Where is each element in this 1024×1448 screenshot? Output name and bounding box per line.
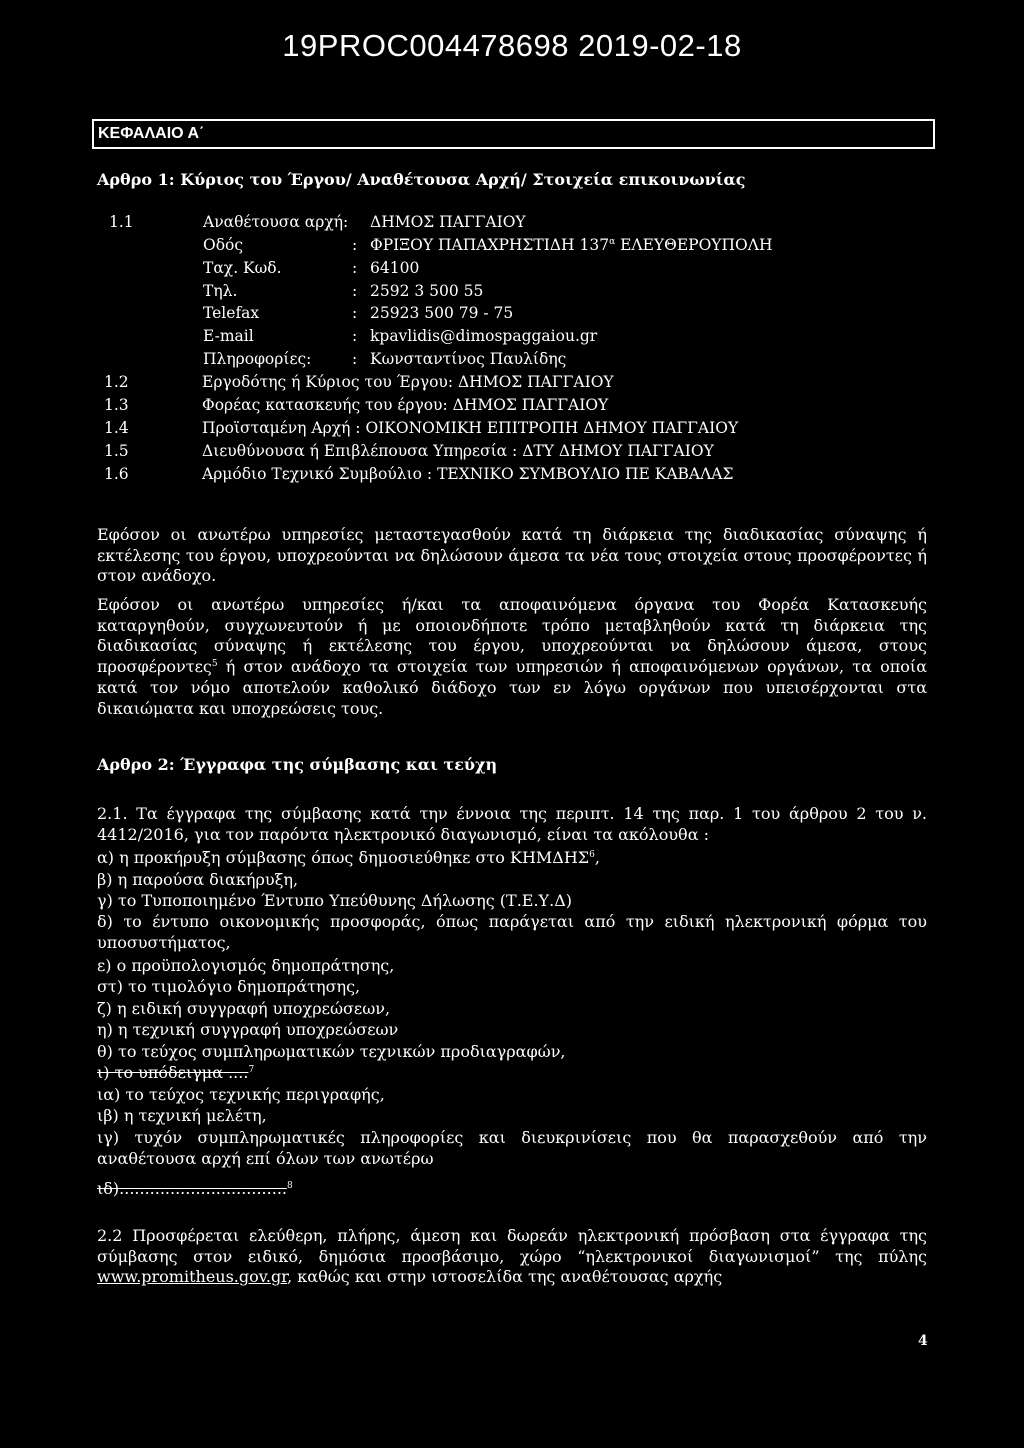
list-item: θ) το τεύχος συμπληρωματικών τεχνικών προδιαγραφών, [97, 1042, 566, 1061]
promitheus-link[interactable]: www.promitheus.gov.gr [97, 1267, 288, 1287]
paragraph-line: εκτέλεσης του έργου, υποχρεούνται να δηλώσουν άμεσα τα νέα τους στοιχεία στους προσφέροντες ή [97, 545, 927, 565]
list-item: ια) το τεύχος τεχνικής περιγραφής, [97, 1085, 385, 1104]
list-item: γ) το Τυποποιημένο Έντυπο Υπεύθυνης Δήλωσης (Τ.Ε.Υ.Δ) [97, 891, 572, 910]
list-item: η) η τεχνική συγγραφή υποχρεώσεων [97, 1020, 399, 1039]
list-item [97, 1128, 927, 1169]
article-1-title: Αρθρο 1: Κύριος του Έργου/ Αναθέτουσα Αρχή/ Στοιχεία επικοινωνίας [97, 170, 746, 189]
contact-colon: : [352, 327, 358, 345]
list-item: ε) ο προϋπολογισμός δημοπράτησης, [97, 956, 395, 975]
contact-value: ΦΡΙΞΟΥ ΠΑΠΑΧΡΗΣΤΙΔΗ $137^\alpha$ ΕΛΕΥΘΕΡΟΥΠΟΛΗ [370, 236, 773, 254]
paragraph-line: υποσυστήματος, [97, 932, 231, 952]
list-item: ζ) η ειδική συγγραφή υποχρεώσεων, [97, 999, 391, 1018]
chapter-heading: ΚΕΦΑΛΑΙΟ Α΄ [92, 119, 935, 149]
section-number: 1.4 [104, 419, 129, 437]
list-item: ιβ) η τεχνική μελέτη, [97, 1106, 267, 1125]
paragraph-line: καταργηθούν, συγχωνευτούν ή με οποιονδήποτε τρόπο μεταβληθούν κατά τη διάρκεια της [97, 615, 927, 635]
contact-label: Αναθέτουσα αρχή: [203, 213, 349, 231]
contact-colon: : [352, 304, 358, 322]
paragraph-line: δικαιώματα και υποχρεώσεις τους. [97, 698, 384, 718]
contact-value: ΔΗΜΟΣ ΠΑΓΓΑΙΟΥ [370, 213, 526, 231]
section-number: 1.5 [104, 442, 129, 460]
contact-value: 2592 3 500 55 [370, 282, 484, 300]
list-item: β) η παρούσα διακήρυξη, [97, 870, 299, 889]
contact-label: Ταχ. Κωδ. [203, 259, 282, 277]
paragraph-line: διαδικασίας σύναψης ή εκτέλεσης του έργου, υποχρεούνται να δηλώσουν άμεσα, στους [97, 636, 927, 656]
contact-label: Τηλ. [203, 282, 238, 300]
footnote-sup: 6 [589, 850, 595, 860]
paragraph-line: δ) το έντυπο οικονομικής προσφοράς, όπως παράγεται από την ειδική ηλεκτρονική φόρμα του [97, 912, 927, 931]
footnote-sup: 8 [286, 1181, 293, 1191]
section-number: 1.6 [104, 465, 129, 483]
paragraph-2-1 [97, 804, 927, 845]
page-number: 4 [918, 1333, 928, 1349]
contact-colon: : [352, 282, 358, 300]
contact-value: Κωνσταντίνος Παυλίδης [370, 350, 567, 368]
paragraph-line: 4412/2016, για τον παρόντα ηλεκτρονικό διαγωνισμό, είναι τα ακόλουθα : [97, 824, 709, 844]
contact-colon: : [352, 350, 358, 368]
section-number: 1.3 [104, 396, 129, 414]
section-text: Εργοδότης ή Κύριος του Έργου: ΔΗΜΟΣ ΠΑΓΓΑΙΟΥ [202, 373, 614, 391]
section-text: Αρμόδιο Τεχνικό Συμβούλιο : ΤΕΧΝΙΚΟ ΣΥΜΒΟΥΛΙΟ ΠΕ ΚΑΒΑΛΑΣ [202, 465, 734, 483]
paragraph-line: αναθέτουσα αρχή επί όλων των ανωτέρω [97, 1148, 434, 1168]
footnote-sup: 7 [248, 1065, 255, 1075]
contact-colon: : [352, 236, 358, 254]
document-id-header: 19PROC004478698 2019-02-18 [282, 28, 742, 63]
paragraph-line: ιγ) τυχόν συμπληρωματικές πληροφορίες και διευκρινίσεις που θα παρασχεθούν από την [97, 1128, 927, 1147]
paragraph-line: κατά τον νόμο αποτελούν καθολικό διάδοχο των εν λόγω οργάνων που υπεισέρχονται στα [97, 677, 927, 697]
contact-label: Οδός [203, 236, 244, 254]
paragraph-line: www.promitheus.gov.gr, καθώς και στην ιστοσελίδα της αναθέτουσας αρχής [97, 1267, 723, 1287]
contact-label: E-mail [203, 327, 254, 345]
paragraph-2-2 [97, 1226, 927, 1288]
paragraph-relocation [97, 525, 927, 587]
paragraph-line: σύμβασης στον ειδικό, δημόσια προσβάσιμο, χώρο “ηλεκτρονικοί διαγωνισμοί” της πύλης [97, 1246, 927, 1266]
list-item-struck: ιδ).................................$^8$ [97, 1179, 293, 1198]
list-item: α) η προκήρυξη σύμβασης όπως δημοσιεύθηκε στο ΚΗΜΔΗΣ$^6$, [97, 848, 600, 867]
paragraph-line: στον ανάδοχο. [97, 566, 217, 586]
paragraph-line: προσφέροντες$^5$ ή στον ανάδοχο τα στοιχεία των υπηρεσιών ή αποφαινόμενων οργάνων, τα οποία [97, 657, 927, 677]
paragraph-abolition [97, 595, 927, 719]
section-text: Προϊσταμένη Αρχή : ΟΙΚΟΝΟΜΙΚΗ ΕΠΙΤΡΟΠΗ ΔΗΜΟΥ ΠΑΓΓΑΙΟΥ [202, 419, 739, 437]
list-item: στ) το τιμολόγιο δημοπράτησης, [97, 977, 361, 996]
section-text: Διευθύνουσα ή Επιβλέπουσα Υπηρεσία : ΔΤΥ ΔΗΜΟΥ ΠΑΓΓΑΙΟΥ [202, 442, 714, 460]
paragraph-line: 2.2 Προσφέρεται ελεύθερη, πλήρης, άμεση και δωρεάν ηλεκτρονική πρόσβαση στα έγγραφα της [97, 1226, 927, 1245]
list-item-struck: ι) το υπόδειγμα ....$^7$ [97, 1063, 255, 1082]
paragraph-line: Εφόσον οι ανωτέρω υπηρεσίες μεταστεγασθούν κατά τη διάρκεια της διαδικασίας σύναψης ή [97, 525, 927, 544]
contact-value: 64100 [370, 259, 420, 277]
contact-colon: : [352, 259, 358, 277]
contact-label: Telefax [203, 304, 260, 322]
section-number: 1.1 [109, 213, 134, 231]
footnote-sup: 5 [211, 659, 218, 670]
section-number: 1.2 [104, 373, 129, 391]
footnote-sup: α [609, 237, 616, 247]
contact-label: Πληροφορίες: [203, 350, 312, 368]
email-value: kpavlidis@dimospaggaiou.gr [370, 327, 598, 345]
paragraph-line: Εφόσον οι ανωτέρω υπηρεσίες ή/και τα αποφαινόμενα όργανα του Φορέα Κατασκευής [97, 595, 927, 614]
paragraph-line: 2.1. Τα έγγραφα της σύμβασης κατά την έννοια της περιπτ. 14 της παρ. 1 του άρθρου 2 του ν. [97, 804, 927, 823]
list-item [97, 912, 927, 953]
article-2-title: Αρθρο 2: Έγγραφα της σύμβασης και τεύχη [97, 755, 498, 774]
contact-value: 25923 500 79 - 75 [370, 304, 514, 322]
section-text: Φορέας κατασκευής του έργου: ΔΗΜΟΣ ΠΑΓΓΑΙΟΥ [202, 396, 609, 414]
